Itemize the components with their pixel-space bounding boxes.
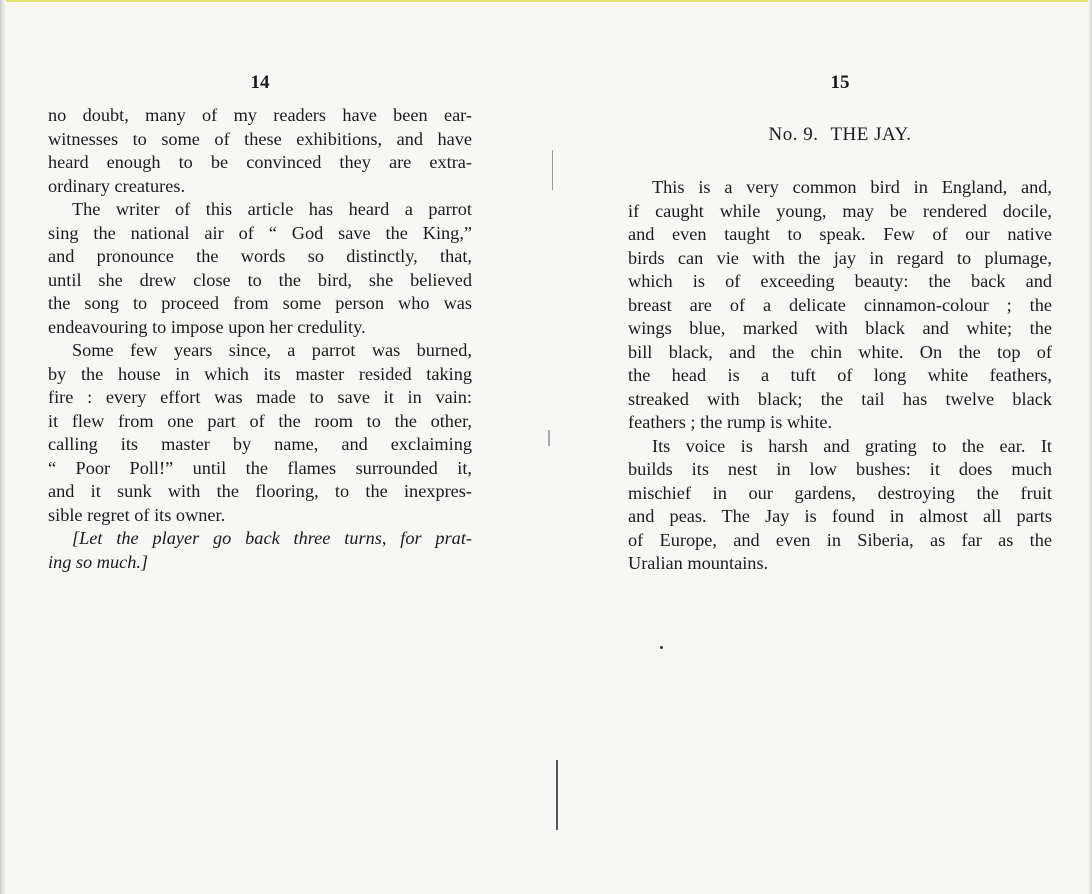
text-line: feathers ; the rump is white. xyxy=(628,412,833,432)
game-instruction: [Let the player go back three turns, for prat- xyxy=(72,528,472,548)
text-line: which is of exceeding beauty: the back and xyxy=(628,271,1052,291)
ink-speck xyxy=(660,646,663,649)
text-line: Its voice is harsh and grating to the ear. It xyxy=(652,435,1052,456)
body-text xyxy=(628,176,1052,576)
text-line: heard enough to be convinced they are extra- xyxy=(48,152,472,172)
text-line: breast are of a delicate cinnamon-colour ; the xyxy=(628,294,1052,315)
right-page xyxy=(628,72,1052,576)
text-line: birds can vie with the jay in regard to plumage, xyxy=(628,247,1052,268)
text-line: ordinary creatures. xyxy=(48,175,186,196)
body-text xyxy=(48,104,472,574)
text-line: This is a very common bird in England, and, xyxy=(652,177,1052,197)
text-line: bill black, and the chin white. On the top of xyxy=(628,341,1052,362)
text-line: mischief in our gardens, destroying the fruit xyxy=(628,482,1052,503)
text-line: builds its nest in low bushes: it does much xyxy=(628,459,1052,479)
text-line: wings blue, marked with black and white; the xyxy=(628,318,1052,338)
text-line: Uralian mountains. xyxy=(628,553,769,573)
text-line: and even taught to speak. Few of our native xyxy=(628,224,1052,244)
text-line: of Europe, and even in Siberia, as far as the xyxy=(628,529,1052,550)
page-number: 14 xyxy=(250,72,270,93)
text-line: no doubt, many of my readers have been ear- xyxy=(48,105,472,125)
text-line: sible regret of its owner. xyxy=(48,504,226,525)
text-line: witnesses to some of these exhibitions, and have xyxy=(48,128,472,149)
text-line: “ Poor Poll!” until the flames surrounded it, xyxy=(48,457,472,478)
chapter-heading xyxy=(628,124,1052,146)
left-page xyxy=(48,72,472,574)
text-line: it flew from one part of the room to the other, xyxy=(48,410,472,431)
gutter-mark xyxy=(548,430,550,446)
gutter-crease xyxy=(556,760,558,830)
gutter-mark xyxy=(552,150,553,190)
game-instruction: ing so much.] xyxy=(48,551,149,572)
text-line: and pronounce the words so distinctly, that, xyxy=(48,246,472,266)
chapter-number: No. 9. xyxy=(768,124,819,145)
text-line: by the house in which its master resided taking xyxy=(48,363,472,384)
top-edge xyxy=(0,0,1092,2)
text-line: the head is a tuft of long white feathers, xyxy=(628,365,1052,385)
text-line: endeavouring to impose upon her credulity. xyxy=(48,316,366,337)
text-line: fire : every effort was made to save it in vain: xyxy=(48,387,472,407)
chapter-title: THE JAY. xyxy=(830,124,912,145)
text-line: if caught while young, may be rendered docile, xyxy=(628,200,1052,221)
text-line: The writer of this article has heard a parrot xyxy=(72,199,472,219)
text-line: the song to proceed from some person who was xyxy=(48,293,472,313)
text-line: sing the national air of “ God save the King,” xyxy=(48,222,472,243)
text-line: and it sunk with the flooring, to the inexpres- xyxy=(48,481,472,501)
text-line: until she drew close to the bird, she believed xyxy=(48,269,472,290)
text-line: calling its master by name, and exclaiming xyxy=(48,434,472,454)
text-line: Some few years since, a parrot was burned, xyxy=(72,340,472,360)
text-line: and peas. The Jay is found in almost all parts xyxy=(628,506,1052,526)
text-line: streaked with black; the tail has twelve black xyxy=(628,388,1052,409)
page-right-edge-shadow xyxy=(1088,0,1092,894)
page-number: 15 xyxy=(830,72,850,93)
page-left-edge-shadow xyxy=(0,0,6,894)
